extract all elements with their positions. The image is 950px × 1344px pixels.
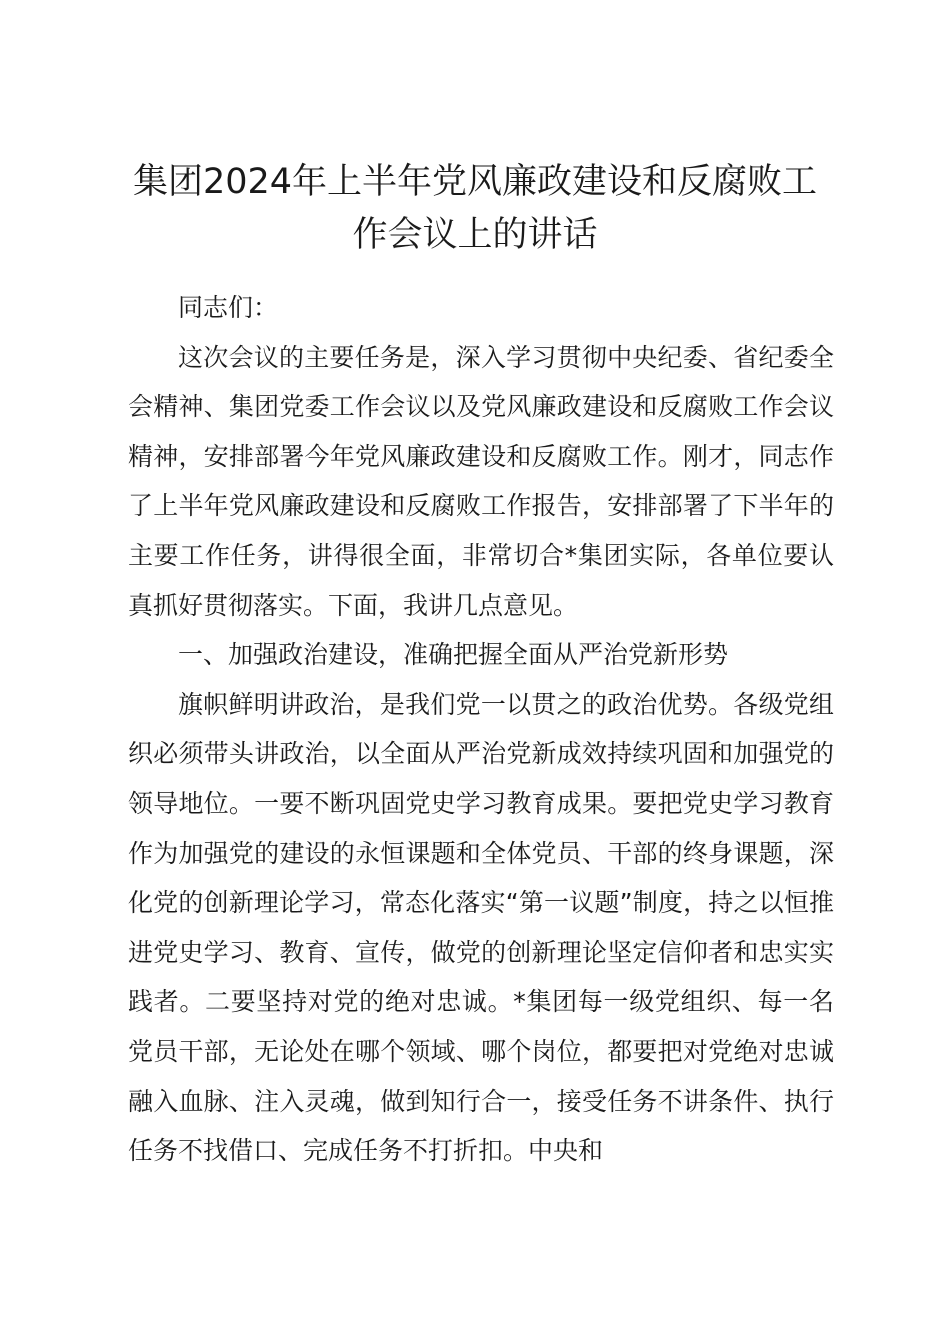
document-title <box>100 156 850 262</box>
section-heading-1: 一、加强政治建设，准确把握全面从严治党新形势 <box>178 640 729 670</box>
salutation: 同志们： <box>178 293 279 322</box>
document-body <box>128 283 834 1176</box>
paragraph-section-1: 旗帜鲜明讲政治，是我们党一以贯之的政治优势。各级党组织必须带头讲政治，以全面从严治党新成效持续巩固和加强党的领导地位。一要不断巩固党史学习教育成果。要把党史学习教育作为加强党的建设的永恒课题和全体党员、干部的终身课题，深化党的创新理论学习，常态化落实“第一议题”制度，持之以恒推进党史学习、教育、宣传，做党的创新理论坚定信仰者和忠实实践者。二要坚持对党的绝对忠诚。*集团每一级党组织、每一名党员干部，无论处在哪个领域、哪个岗位，都要把对党绝对忠诚融入血脉、注入灵魂，做到知行合一，接受任务不讲条件、执行任务不找借口、完成任务不打折扣。中央和 <box>128 689 834 1166</box>
title-line-2: 作会议上的讲话 <box>352 215 598 255</box>
title-line-1: 集团2024年上半年党风廉政建设和反腐败工 <box>132 162 818 202</box>
paragraph-intro: 这次会议的主要任务是，深入学习贯彻中央纪委、省纪委全会精神、集团党委工作会议以及党风廉政建设和反腐败工作会议精神，安排部署今年党风廉政建设和反腐败工作。刚才，同志作了上半年党风廉政建设和反腐败工作报告，安排部署了下半年的主要工作任务，讲得很全面，非常切合*集团实际，各单位要认真抓好贯彻落实。下面，我讲几点意见。 <box>128 342 834 620</box>
